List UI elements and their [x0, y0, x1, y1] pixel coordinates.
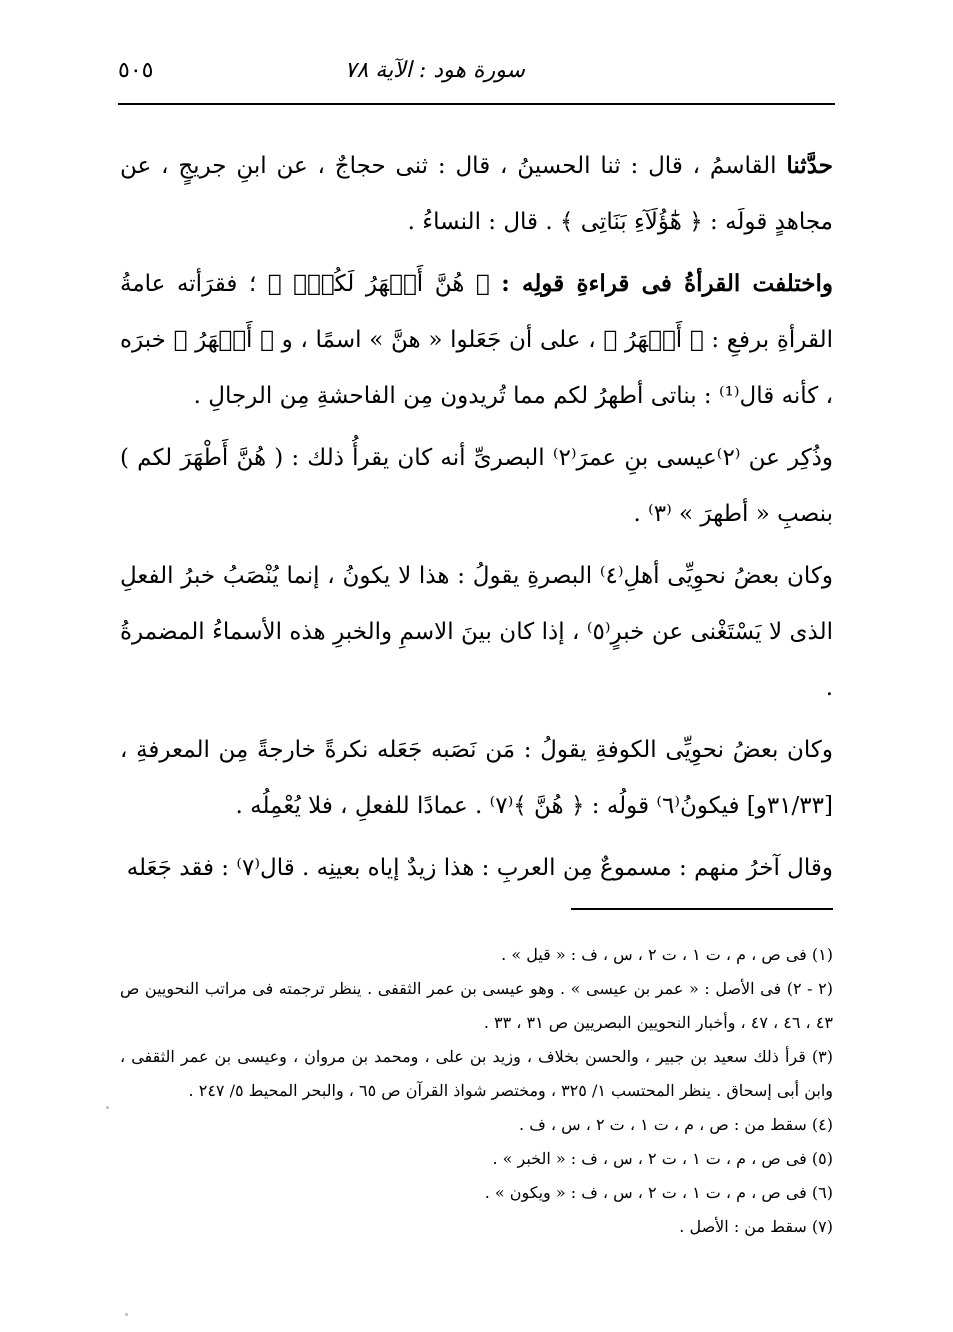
footnotes [120, 938, 833, 1244]
main-text [120, 138, 833, 902]
footnote-separator [571, 908, 833, 910]
footnote-item: (٤) سقط من : ص ، م ، ت ١ ، ت ٢ ، س ، ف . [519, 1115, 833, 1134]
footnote-item: (٢ - ٢) فى الأصل : « عمر بن عيسى » . وهو عيسى بن عمر الثقفى . ينظر ترجمته فى مراتب النحويين ص ٤٣ ، ٤٦ ، ٤٧ ، وأخبار النحويين البصريين ص ٣١ ، ٣٣ . [120, 979, 834, 1032]
footnote-item: (١) فى ص ، م ، ت ١ ، ت ٢ ، س ، ف : « قيل » . [501, 945, 833, 964]
footnote-item: (٥) فى ص ، م ، ت ١ ، ت ٢ ، س ، ف : « الخبر » . [492, 1149, 833, 1168]
paragraph-1-lead: حدَّثنا [786, 152, 833, 179]
paragraph-3: وذُكِر عن ⁽٢⁾عيسى بنِ عمرَ⁽٢⁾ البصرىِّ أنه كان يقرأُ ذلك : ( هُنَّ أَطْهَرَ لكم ) بنصبِ « أطهرَ » ⁽٣⁾ . [120, 445, 833, 527]
footnote-item: (٣) قرأ ذلك سعيد بن جبير ، والحسن بخلاف ، وزيد بن على ، ومحمد بن مروان ، وعيسى بن عمر الثقفى ، وابن أبى إسحاق . ينظر المحتسب ١/ ٣٢٥ ، ومختصر شواذ القرآن ص ٦٥ ، والبحر المحيط ٥/ ٢٤٧ . [120, 1047, 833, 1100]
paragraph-2-text: ﴿ هُنَّ أَطۡهَرُ لَكُمۡۖ ﴾ ؛ فقرَأته عامةُ القرأةِ برفعِ : ﴿ أَطۡهَرُ ﴾ ، على أن جَعَلوا « هنَّ » اسمًا ، و ﴿ أَطۡهَرُ ﴾ خبرَه ، كأنه قال⁽¹⁾ : بناتى أطهرُ لكم مما تُريدون مِن الفاحشةِ مِن الرجالِ . [120, 271, 833, 409]
scan-speck [125, 1313, 128, 1316]
paragraph-6: وقال آخرُ منهم : مسموعٌ مِن العربِ : هذا زيدٌ إياه بعينِه . قال⁽٧⁾ : فقد جَعَله [126, 855, 833, 881]
paragraph-1-text: القاسمُ ، قال : ثنا الحسينُ ، قال : ثنى حجاجٌ ، عن ابنِ جريجٍ ، عن مجاهدٍ قولَه : ﴿ هَٰٓؤُلَآءِ بَنَاتِى ﴾ . قال : النساءُ . [120, 153, 833, 235]
paragraph-4: وكان بعضُ نحوِيِّى أهلِ⁽٤⁾ البصرةِ يقولُ : هذا لا يكونُ ، إنما يُنْصَبُ خبرُ الفعلِ الذى لا يَسْتَغْنى عن خبرٍ⁽٥⁾ ، إذا كان بينَ الاسمِ والخبرِ هذه الأسماءُ المضمرةُ . [120, 563, 833, 701]
running-header [118, 52, 835, 96]
page-number: ٥٠٥ [118, 58, 154, 83]
paragraph-5: وكان بعضُ نحوِيِّى الكوفةِ يقولُ : مَن نَصَبه جَعَله نكرةً خارجةً مِن المعرفةِ ، [٣١/٣٣و] فيكونُ⁽٦⁾ قولُه : ﴿ هُنَّ ﴾⁽٧⁾ . عمادًا للفعلِ ، فلا يُعْمِلُه . [120, 737, 833, 819]
paragraph-2-lead: واختلفت القرأةُ فى قراءةِ قولِه : [501, 270, 833, 297]
footnote-item: (٧) سقط من : الأصل . [679, 1217, 833, 1236]
footnote-item: (٦) فى ص ، م ، ت ١ ، ت ٢ ، س ، ف : « ويكون » . [484, 1183, 833, 1202]
scan-speck [106, 1106, 109, 1109]
surah-title: سورة هود : الآية ٧٨ [344, 58, 525, 83]
paragraph-1 [120, 138, 833, 250]
paragraph-2 [120, 256, 833, 424]
header-rule [118, 103, 835, 105]
